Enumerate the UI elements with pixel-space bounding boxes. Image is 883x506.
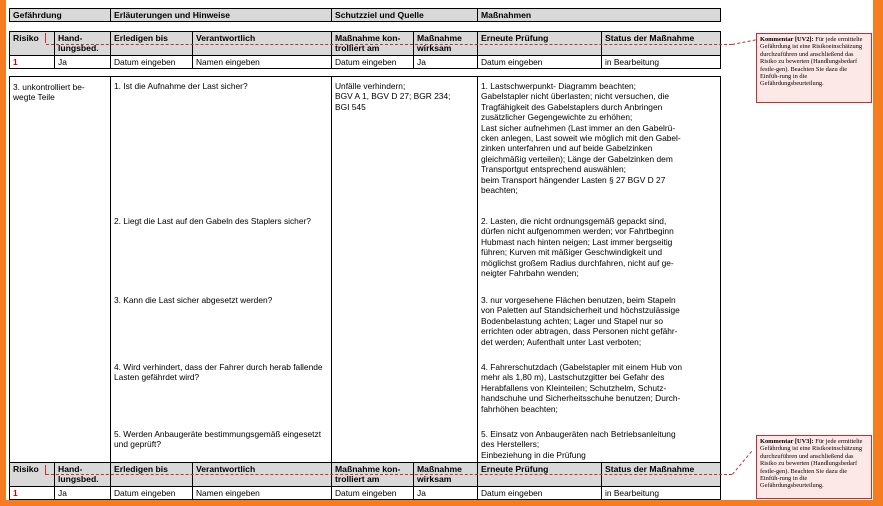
comment-balloon-uv2[interactable]: [756, 33, 872, 103]
risk-header-erneute-pruefung: Erneute Prüfung: [478, 463, 602, 487]
measure-line: von Paletten auf Standsicherheit und höchstzulässige: [481, 305, 680, 316]
measure-5: [481, 429, 719, 460]
measure-line: 3. nur vorgesehene Flächen benutzen, beim Stapeln: [481, 295, 676, 305]
risk-value[interactable]: 1: [10, 55, 55, 68]
measure-line: dürfen nicht aufgenommen werden; vor Fahrtbeginn: [481, 226, 674, 237]
risk-header-verantwortlich: Verantwortlich: [193, 32, 332, 56]
measure-line: Tragfähigkeit des Gabelstaplers durch Anbringen: [481, 101, 663, 112]
workspace-margin: [873, 0, 883, 506]
wirksam-value[interactable]: Ja: [414, 55, 478, 68]
question-2: 2. Liegt die Last auf den Gabeln des Staplers sicher?: [114, 216, 311, 226]
risk-header-status: Status der Maßnahme: [602, 463, 721, 487]
handlungsbed-value[interactable]: Ja: [55, 486, 111, 499]
measure-line: 5. Einsatz von Anbaugeräten nach Betriebsanleitung: [481, 429, 676, 439]
question-4: 4. Wird verhindert, dass der Fahrer durch herab fallende Lasten gefährdet wird?: [114, 362, 323, 383]
measure-3: [481, 295, 719, 347]
status-field[interactable]: in Bearbeitung: [602, 55, 721, 68]
measure-line: 1. Lastschwerpunkt- Diagramm beachten;: [481, 81, 637, 91]
risk-table-1: [9, 31, 721, 69]
risk-header-erledigen-bis: Erledigen bis: [111, 32, 193, 56]
measure-line: Bodenbelastung achten; Lager und Stapel nur so: [481, 315, 664, 326]
measure-line: det werden; Aufenthalt unter Last verboten;: [481, 336, 642, 347]
header-schutzziel: Schutzziel und Quelle: [332, 9, 478, 22]
schutzziel-line: BGI 545: [335, 101, 366, 112]
schutzziel-line: Unfälle verhindern;: [335, 81, 406, 91]
measure-line: Herabfallens von Kleinteilen; Schutzhelm, Schutz-: [481, 382, 667, 393]
measure-line: des Herstellers;: [481, 439, 540, 450]
comment-leader-line: [46, 474, 732, 475]
comment-author: Kommentar [UV3]:: [760, 438, 814, 445]
comment-leader-line: [46, 44, 732, 45]
measure-line: Einbeziehung in die Prüfung: [481, 449, 586, 460]
comment-balloon-uv3[interactable]: [756, 435, 872, 499]
measure-4: [481, 362, 719, 414]
question-3: 3. Kann die Last sicher abgesetzt werden?: [114, 295, 273, 305]
measure-line: errichten oder abtragen, dass Personen nicht gefähr-: [481, 326, 678, 337]
header-gefaehrdung: Gefährdung: [10, 9, 111, 22]
hazard-cell: [10, 77, 111, 465]
measure-line: Last sicher aufnehmen (Last immer an den Gabelrü-: [481, 122, 676, 133]
risk-header-risiko: Risiko: [10, 463, 55, 487]
measure-line: beachten;: [481, 185, 518, 196]
risk-header-status: Status der Maßnahme: [602, 32, 721, 56]
risk-header-wirksam: Maßnahme wirksam: [414, 32, 478, 56]
comment-author: Kommentar [UV2]:: [760, 36, 814, 43]
comment-anchor-mark: [45, 33, 46, 43]
comment-text: Für jede ermittelte Gefährdung ist eine Risikoeinschätzung durchzuführen und anschließend das Risiko zu bewerten (Handlungsbedarf festle-gen). Beachten Sie dazu die Einfüh-rung in die Gefährdungsbeurteilung.: [760, 438, 863, 490]
section-header-table: [9, 8, 721, 22]
risk-header-erledigen-bis: Erledigen bis: [111, 463, 193, 487]
measure-line: Hubmast nach hinten neigen; Last immer bergseitig: [481, 236, 673, 247]
measure-1: [481, 81, 719, 195]
measure-line: handschuhe und Sicherheitsschuhe benutzen; Durch-: [481, 393, 681, 404]
handlungsbed-value[interactable]: Ja: [55, 55, 111, 68]
measure-line: zinken unterfahren und auf beide Gabelzinken: [481, 143, 653, 154]
erneute-pruefung-field[interactable]: Datum eingeben: [478, 55, 602, 68]
measure-line: gleichmäßig verteilen); Länge der Gabelzinken dem: [481, 153, 673, 164]
measure-line: mehr als 1,80 m), Lastschutzgitter bei Gefahr des: [481, 372, 665, 383]
hazard-title: 3. unkontrolliert be-wegte Teile: [13, 82, 85, 103]
risk-header-handlungsbed: Hand-lungsbed.: [55, 463, 111, 487]
erneute-pruefung-field[interactable]: Datum eingeben: [478, 486, 602, 499]
measure-line: beim Transport hängender Lasten § 27 BGV D 27: [481, 174, 666, 185]
measure-line: cken anlegen, Last soweit wie möglich mit den Gabel-: [481, 133, 681, 144]
risk-header-erneute-pruefung: Erneute Prüfung: [478, 32, 602, 56]
wirksam-value[interactable]: Ja: [414, 486, 478, 499]
kontrolliert-field[interactable]: Datum eingeben: [332, 486, 414, 499]
header-erlaeuterungen: Erläuterungen und Hinweise: [111, 9, 332, 22]
questions-cell: [111, 77, 332, 465]
measure-line: zusätzlicher Gegengewichte zu erhöhen;: [481, 112, 633, 123]
risk-table-2: [9, 462, 721, 500]
question-5: 5. Werden Anbaugeräte bestimmungsgemäß eingesetzt und geprüft?: [114, 429, 322, 450]
kontrolliert-field[interactable]: Datum eingeben: [332, 55, 414, 68]
measure-line: Transportgut entsprechend auswählen;: [481, 164, 626, 175]
schutzziel-cell: [332, 77, 478, 465]
risk-header-risiko: Risiko: [10, 32, 55, 56]
erledigen-bis-field[interactable]: Datum eingeben: [111, 486, 193, 499]
schutzziel-line: BGV A 1, BGV D 27; BGR 234;: [335, 91, 451, 102]
risk-value[interactable]: 1: [10, 486, 55, 499]
comment-text: Für jede ermittelte Gefährdung ist eine Risikoeinschätzung durchzuführen und anschließend das Risiko zu bewerten (Handlungsbedarf festle-gen). Beachten Sie dazu die Einfüh-rung in die Gefährdungsbeurteilung.: [760, 36, 863, 88]
measure-line: fahrhöhen beachten;: [481, 403, 558, 414]
measure-line: 2. Lasten, die nicht ordnungsgemäß gepackt sind,: [481, 216, 667, 226]
risk-header-kontrolliert: Maßnahme kon-trolliert am: [332, 463, 414, 487]
measures-cell: [478, 77, 721, 465]
risk-header-wirksam: Maßnahme wirksam: [414, 463, 478, 487]
verantwortlich-field[interactable]: Namen eingeben: [193, 55, 332, 68]
risk-header-handlungsbed: Hand-lungsbed.: [55, 32, 111, 56]
question-1: 1. Ist die Aufnahme der Last sicher?: [114, 81, 248, 91]
schutzziel-text: [335, 81, 475, 112]
measure-line: führen; Kurven mit mäßiger Geschwindigkeit und: [481, 247, 663, 258]
risk-header-kontrolliert: Maßnahme kon-trolliert am: [332, 32, 414, 56]
risk-header-verantwortlich: Verantwortlich: [193, 463, 332, 487]
verantwortlich-field[interactable]: Namen eingeben: [193, 486, 332, 499]
hazard-table: [9, 76, 721, 465]
measure-2: [481, 216, 719, 278]
measure-line: möglichst großem Radius durchfahren, nicht auf ge-: [481, 257, 674, 268]
measure-line: neigter Fahrbahn wenden;: [481, 268, 579, 279]
header-massnahmen: Maßnahmen: [478, 9, 721, 22]
measure-line: 4. Fahrerschutzdach (Gabelstapler mit einem Hub von: [481, 362, 683, 372]
workspace-bottom: [0, 500, 883, 506]
measure-line: Gabelstapler nicht überlasten; nicht versuchen, die: [481, 91, 670, 102]
erledigen-bis-field[interactable]: Datum eingeben: [111, 55, 193, 68]
status-field[interactable]: in Bearbeitung: [602, 486, 721, 499]
